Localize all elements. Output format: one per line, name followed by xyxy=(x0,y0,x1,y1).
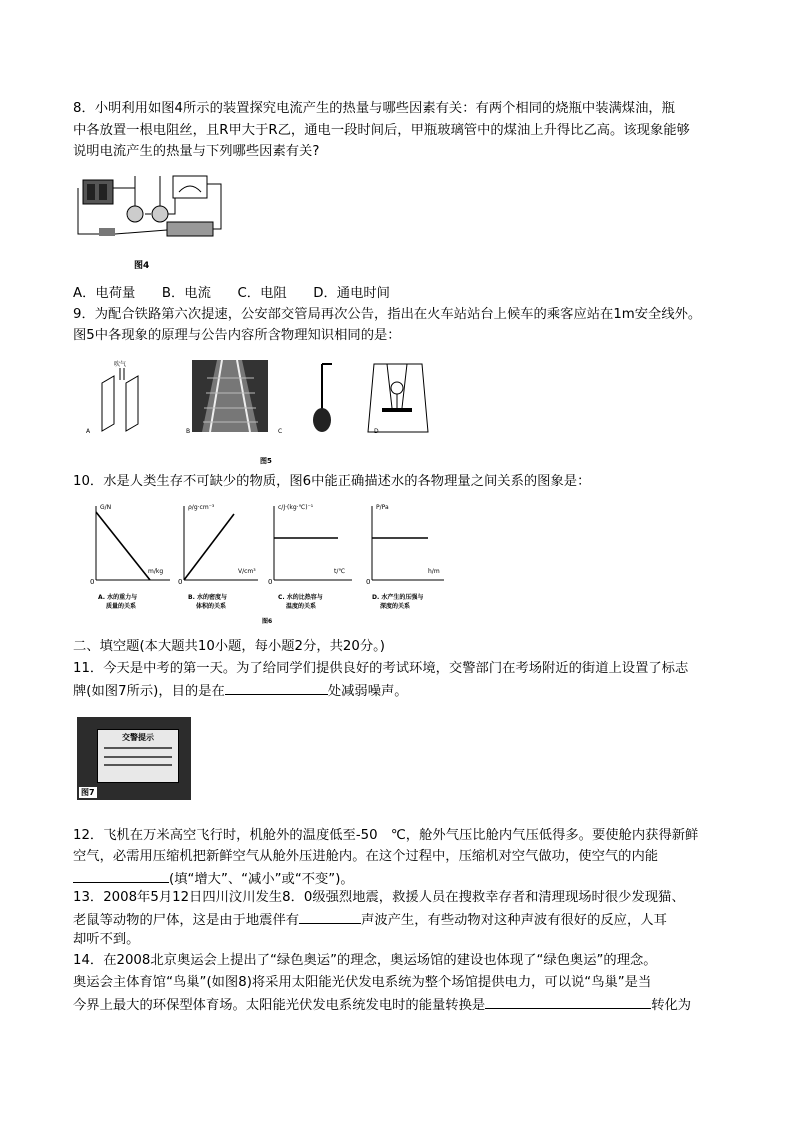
graph-b-caption-2: 体积的关系 xyxy=(196,603,227,610)
q14-answer-blank[interactable] xyxy=(485,994,651,1009)
graph-c-caption-1: C. 水的比热容与 xyxy=(278,594,323,601)
q10-line1: 10．水是人类生存不可缺少的物质，图6中能正确描述水的各物理量之间关系的图象是： xyxy=(73,474,591,489)
graph-d-caption-2: 深度的关系 xyxy=(380,603,411,610)
graph-b-caption-1: B. 水的密度与 xyxy=(188,594,227,601)
figure-7-traffic-sign xyxy=(77,717,191,800)
graph-a-caption-1: A. 水的重力与 xyxy=(98,594,138,601)
graph-a-xlabel: m/kg xyxy=(148,568,164,575)
q13-line1: 13．2008年5月12日四川汶川发生8．0级强烈地震，救援人员在搜救幸存者和清理现场时很少发现猫、 xyxy=(73,890,685,905)
figure-5-label-a: A xyxy=(86,428,91,435)
q9-line2: 图5中各现象的原理与公告内容所含物理知识相同的是： xyxy=(73,328,401,343)
figure-6 xyxy=(88,502,448,630)
q14-line1: 14．在2008北京奥运会上提出了“绿色奥运”的理念，奥运场馆的建设也体现了“绿色奥运”的理念。 xyxy=(73,953,657,968)
q12-answer-blank[interactable] xyxy=(73,868,169,883)
graph-d-xlabel: h/m xyxy=(428,568,440,575)
graph-a-caption-2: 质量的关系 xyxy=(106,603,137,610)
q13-line2-suffix: 声波产生，有些动物对这种声波有很好的反应，人耳 xyxy=(361,913,667,928)
graph-b-xlabel: V/cm³ xyxy=(238,568,256,575)
figure-6-caption: 图6 xyxy=(262,618,273,625)
sign-board xyxy=(97,729,179,783)
q11-line2-suffix: 处减弱噪声。 xyxy=(327,684,408,699)
figure-5-d-swing xyxy=(368,364,428,432)
figure-6-graphs xyxy=(88,502,448,586)
section-2-heading: 二、填空题(本大题共10小题，每小题2分，共20分。) xyxy=(73,639,385,654)
q8-line3: 说明电流产生的热量与下列哪些因素有关? xyxy=(73,144,320,159)
q12-line3-text: (填“增大”、“减小”或“不变”)。 xyxy=(169,872,354,887)
q11-line1: 11．今天是中考的第一天。为了给同学们提供良好的考试环境，交警部门在考场附近的街道上设置了标志 xyxy=(73,661,689,676)
q14-line2: 奥运会主体育馆“鸟巢”(如图8)将采用太阳能光伏发电系统为整个场馆提供电力，可以说“鸟巢”是当 xyxy=(73,975,652,990)
q8-line2: 中各放置一根电阻丝，且R甲大于R乙，通电一段时间后，甲瓶玻璃管中的煤油上升得比乙高。该现象能够 xyxy=(73,123,690,138)
figure-5-a-paper-sheets xyxy=(102,360,138,431)
q13-line2 xyxy=(73,909,667,931)
q8-line1: 8．小明利用如图4所示的装置探究电流产生的热量与哪些因素有关：有两个相同的烧瓶中装满煤油，瓶 xyxy=(73,101,675,116)
svg-text:0: 0 xyxy=(90,578,95,586)
svg-text:0: 0 xyxy=(178,578,183,586)
svg-text:0: 0 xyxy=(366,578,371,586)
q12-line2: 空气，必需用压缩机把新鲜空气从舱外压进舱内。在这个过程中，压缩机对空气做功，使空气的内能 xyxy=(73,849,659,864)
q13-line3: 却听不到。 xyxy=(73,932,140,947)
figure-5-label-c: C xyxy=(278,428,283,435)
graph-c-caption-2: 温度的关系 xyxy=(286,603,317,610)
q12-line3 xyxy=(73,868,354,890)
svg-text:吹气: 吹气 xyxy=(114,361,127,368)
figure-5-c-sprayer xyxy=(313,364,332,432)
figure-5-b-railway-photo xyxy=(192,360,268,432)
graph-b-ylabel: ρ/g·cm⁻³ xyxy=(188,504,215,511)
q14-line3-suffix: 转化为 xyxy=(651,998,692,1013)
q14-line3-prefix: 今界上最大的环保型体育场。太阳能光伏发电系统发电时的能量转换是 xyxy=(73,998,486,1013)
graph-c-ylabel: c/J·(kg·℃)⁻¹ xyxy=(278,504,314,511)
figure-5-caption: 图5 xyxy=(260,457,272,465)
figure-5 xyxy=(82,358,432,454)
figure-5-images xyxy=(82,358,432,454)
q9-line1: 9．为配合铁路第六次提速，公安部交管局再次公告，指出在火车站站台上候车的乘客应站在1m安全线外。 xyxy=(73,307,702,322)
graph-a-ylabel: G/N xyxy=(100,504,112,511)
figure-4-caption: 图4 xyxy=(134,261,150,271)
figure-4-circuit xyxy=(75,174,225,242)
q12-line1: 12．飞机在万米高空飞行时，机舱外的温度低至-50 ℃，舱外气压比舱内气压低得多。要使舱内获得新鲜 xyxy=(73,828,699,843)
graph-d-caption-1: D. 水产生的压强与 xyxy=(372,594,424,601)
figure-7-caption: 图7 xyxy=(81,788,95,797)
figure-5-label-b: B xyxy=(186,428,191,435)
q14-line3 xyxy=(73,994,691,1016)
graph-d-ylabel: P/Pa xyxy=(376,504,389,511)
q11-line2 xyxy=(73,680,408,702)
graph-c-xlabel: t/℃ xyxy=(334,568,346,575)
q13-line2-prefix: 老鼠等动物的尸体，这是由于地震伴有 xyxy=(73,913,300,928)
q13-answer-blank[interactable] xyxy=(299,909,361,924)
q11-answer-blank[interactable] xyxy=(225,680,328,695)
svg-text:0: 0 xyxy=(268,578,273,586)
figure-5-label-d: D xyxy=(374,428,379,435)
q11-line2-prefix: 牌(如图7所示)，目的是在 xyxy=(73,684,225,699)
q8-options: A．电荷量 B．电流 C．电阻 D．通电时间 xyxy=(73,286,390,301)
sign-title: 交警提示 xyxy=(122,733,154,742)
